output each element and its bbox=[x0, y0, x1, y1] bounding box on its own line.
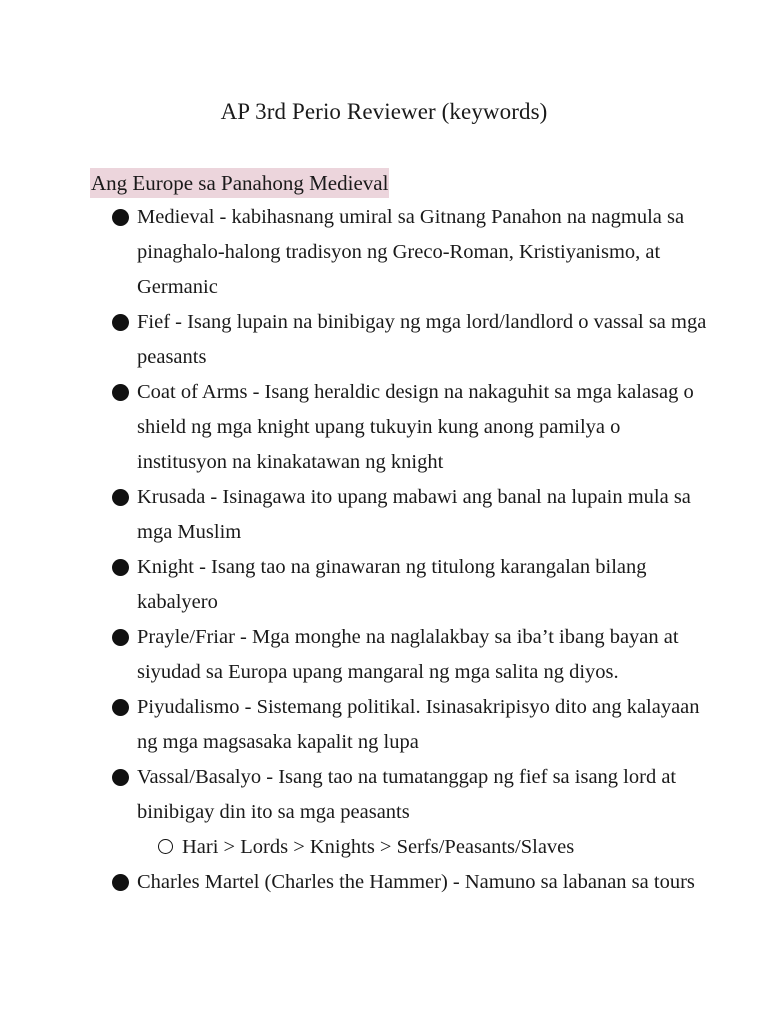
list-item-text: Piyudalismo - Sistemang politikal. Isinasakripisyo dito ang kalayaan ng mga magsasaka kapalit ng lupa bbox=[137, 696, 700, 753]
list-item bbox=[111, 305, 711, 375]
list-item-text: Knight - Isang tao na ginawaran ng titulong karangalan bilang kabalyero bbox=[137, 556, 647, 613]
list-item bbox=[111, 200, 711, 305]
filled-bullet-icon bbox=[112, 874, 129, 891]
list-item-text: Vassal/Basalyo - Isang tao na tumatanggap ng fief sa isang lord at binibigay din ito sa mga peasants bbox=[137, 766, 677, 823]
filled-bullet-icon bbox=[112, 699, 129, 716]
hollow-bullet-icon bbox=[158, 839, 173, 854]
list-item bbox=[111, 620, 711, 690]
list-item bbox=[111, 480, 711, 550]
list-item bbox=[111, 375, 711, 480]
list-item bbox=[111, 690, 711, 760]
filled-bullet-icon bbox=[112, 559, 129, 576]
list-item bbox=[111, 550, 711, 620]
filled-bullet-icon bbox=[112, 489, 129, 506]
document-title: AP 3rd Perio Reviewer (keywords) bbox=[220, 99, 548, 124]
list-item-text: Medieval - kabihasnang umiral sa Gitnang Panahon na nagmula sa pinaghalo-halong tradisyon ng Greco-Roman, Kristiyanismo, at Germanic bbox=[137, 206, 685, 298]
sub-list-item-text: Hari > Lords > Knights > Serfs/Peasants/Slaves bbox=[182, 836, 575, 858]
list-item-text: Fief - Isang lupain na binibigay ng mga lord/landlord o vassal sa mga peasants bbox=[137, 311, 707, 368]
section-heading: Ang Europe sa Panahong Medieval bbox=[90, 168, 389, 198]
filled-bullet-icon bbox=[112, 769, 129, 786]
keyword-list bbox=[111, 200, 711, 900]
filled-bullet-icon bbox=[112, 209, 129, 226]
list-item-text: Charles Martel (Charles the Hammer) - Namuno sa labanan sa tours bbox=[137, 871, 695, 893]
list-item-text: Coat of Arms - Isang heraldic design na nakaguhit sa mga kalasag o shield ng mga knight upang tukuyin kung anong pamilya o institusyon na kinakatawan ng knight bbox=[137, 381, 694, 473]
filled-bullet-icon bbox=[112, 629, 129, 646]
filled-bullet-icon bbox=[112, 384, 129, 401]
list-item bbox=[111, 760, 711, 830]
list-item-text: Krusada - Isinagawa ito upang mabawi ang banal na lupain mula sa mga Muslim bbox=[137, 486, 691, 543]
filled-bullet-icon bbox=[112, 314, 129, 331]
list-item-text: Prayle/Friar - Mga monghe na naglalakbay sa iba’t ibang bayan at siyudad sa Europa upang mangaral ng mga salita ng diyos. bbox=[137, 626, 679, 683]
list-item bbox=[111, 865, 711, 900]
sub-list-item bbox=[111, 830, 711, 865]
